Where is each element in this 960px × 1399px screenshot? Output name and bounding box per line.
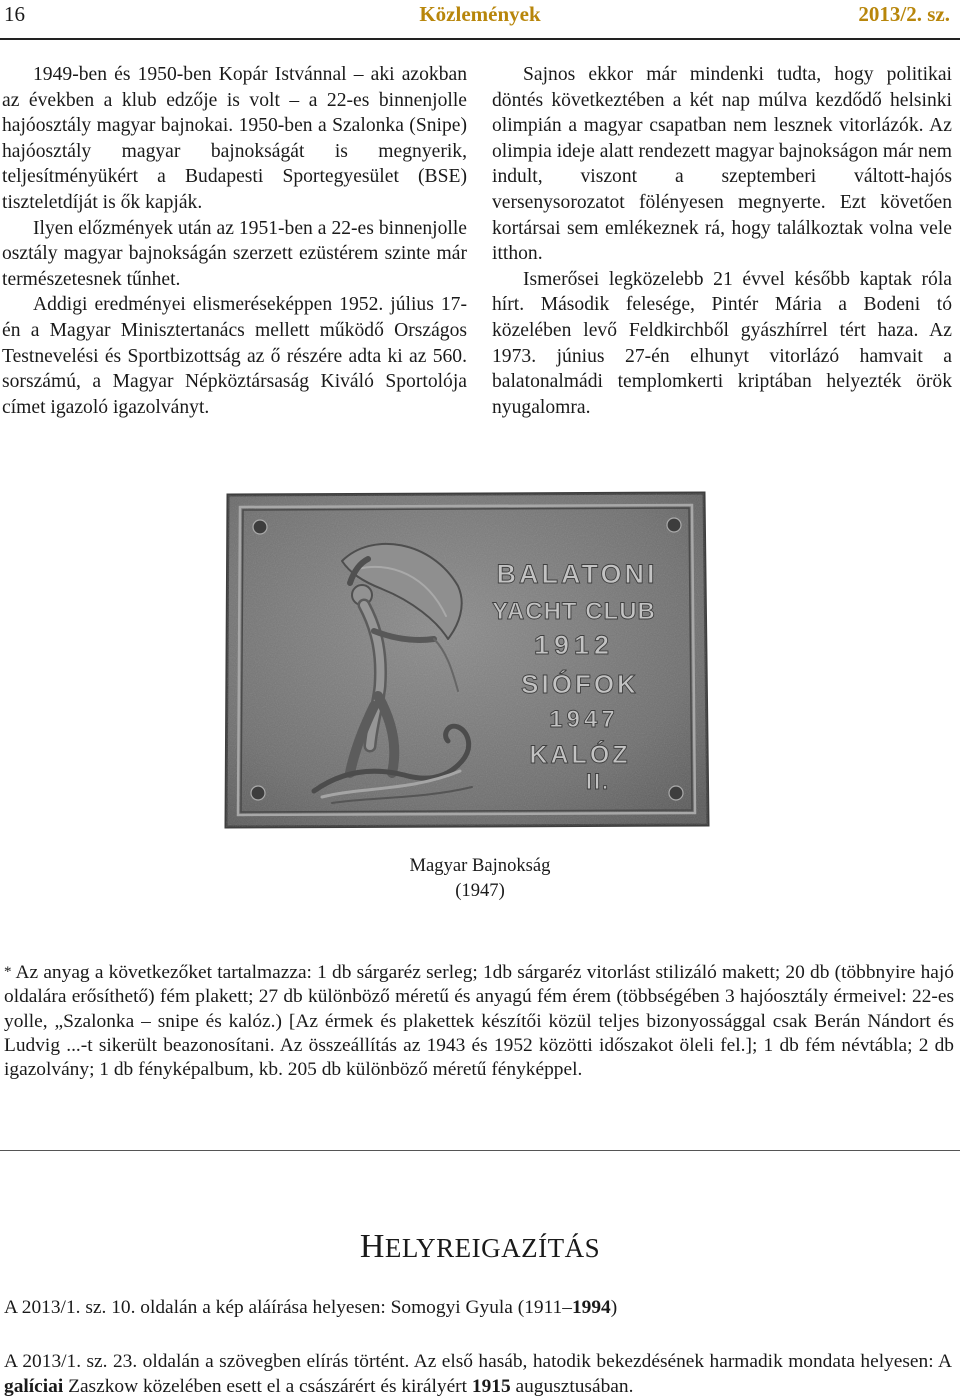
- erratum-emphasis: 1994: [571, 1297, 611, 1318]
- paragraph: Ismerősei legközelebb 21 évvel később kaptak róla hírt. Második felesége, Pintér Mária a Bodeni tó közelében levő Feldkirchből gyászhírrel tért haza. Az 1973. június 27-én elhunyt vitorlázó hamvait a balatonalmádi templomkerti kriptában helyezték örök nyugalomra.: [492, 268, 952, 418]
- erratum-item: [4, 1296, 952, 1321]
- footnote-mark: *: [4, 964, 12, 980]
- left-column: [2, 62, 467, 420]
- plaque-line: 1947: [549, 706, 619, 733]
- paragraph: Ilyen előzmények után az 1951-ben a 22-es binnenjolle osztály magyar bajnokságán szerzett ezüstérem szinte már természetesnek tűnhet.: [2, 217, 467, 290]
- plaque-line: YACHT CLUB: [492, 598, 656, 625]
- erratum-text: Zaszkow közelében esett el a császárért és királyért: [63, 1375, 472, 1397]
- plaque-photo: [222, 491, 710, 829]
- erratum-emphasis: galíciai: [4, 1375, 64, 1397]
- erratum-item: [4, 1350, 952, 1399]
- caption-line: (1947): [455, 879, 505, 901]
- paragraph: Addigi eredményei elismeréseképpen 1952. július 17-én a Magyar Minisztertanács mellett működő Országos Testnevelési és Sportbizottság az ő részére adta ki az 560. sorszámú, a Magyar Népköztársaság Kiváló Sportolója címet igazoló igazolványt.: [2, 294, 467, 418]
- image-caption: [0, 854, 960, 904]
- heading-initial: H: [359, 1228, 385, 1265]
- journal-title: Közlemények: [419, 2, 541, 26]
- plaque-line: KALÓZ: [529, 741, 631, 769]
- plaque-line: 1912: [533, 630, 615, 660]
- paragraph: Sajnos ekkor már mindenki tudta, hogy politikai döntés következtében a két nap múlva kezdődő helsinki olimpián a magyar csapatban nem lesznek vitorlázók. Az olimpia ideje alatt rendezett magyar bajnokságon már nem indult, viszont a szeptemberi váltott-hajós versenysorozatot fölényesen megnyerte. Ezt követően kortársai sem emlékeznek rá, hogy találkoztak volna vele itthon.: [492, 64, 952, 265]
- plaque-image: [222, 491, 710, 829]
- plaque-line: BALATONI: [496, 559, 658, 589]
- page-number: 16: [4, 2, 25, 26]
- erratum-emphasis: 1915: [471, 1375, 511, 1397]
- erratum-text: A 2013/1. sz. 23. oldalán a szövegben elírás történt. Az első hasáb, hatodik bekezdésének harmadik mondata helyesen: A: [4, 1351, 952, 1372]
- heading-rest: ELYREIGAZÍTÁS: [384, 1233, 601, 1263]
- footnote-text: Az anyag a következőket tartalmazza: 1 db sárgaréz serleg; 1db sárgaréz vitorlást stilizáló makett; 20 db (többnyire hajó oldalára erősíthető) fém plakett; 27 db különböző méretű és anyagú fém érem (többségében 3 hajóosztály érmeivel: 22-es yolle, „Szalonka – snipe és kalóz.) [Az érmek és plakettek készítői közül teljes bizonyossággal csak Berán Nándort és Ludvig ...-t sikerült beazonosítani. Az összeállítás az 1943 és 1952 közötti időszakot öleli fel.]; 1 db fém névtábla; 2 db igazolvány; 1 db fényképalbum, kb. 205 db különböző méretű fényképpel.: [4, 962, 954, 1081]
- right-column: [492, 62, 952, 420]
- header-rule: [0, 38, 960, 40]
- plaque-line: II.: [585, 769, 611, 794]
- erratum-text: ): [610, 1297, 618, 1318]
- erratum-text: augusztusában.: [510, 1375, 634, 1397]
- page-header: [0, 0, 960, 40]
- paragraph: 1949-ben és 1950-ben Kopár Istvánnal – aki azokban az években a klub edzője is volt – a 22-es binnenjolle hajóosztály magyar bajnokai. 1950-ben a Szalonka (Snipe) hajóosztály magyar bajnokságát is megnyerik, teljesítményükért a Budapesti Sportegyesület (BSE) tiszteletdíját is ők kapják.: [2, 64, 467, 213]
- caption-line: Magyar Bajnokság: [409, 855, 551, 876]
- section-heading: [0, 1228, 960, 1266]
- plaque-line: SIÓFOK: [521, 669, 639, 699]
- footnote: [4, 960, 954, 1082]
- issue-number: 2013/2. sz.: [858, 2, 950, 26]
- section-divider: [0, 1150, 960, 1151]
- erratum-text: A 2013/1. sz. 10. oldalán a kép aláírása helyesen: Somogyi Gyula (1911–: [4, 1297, 572, 1318]
